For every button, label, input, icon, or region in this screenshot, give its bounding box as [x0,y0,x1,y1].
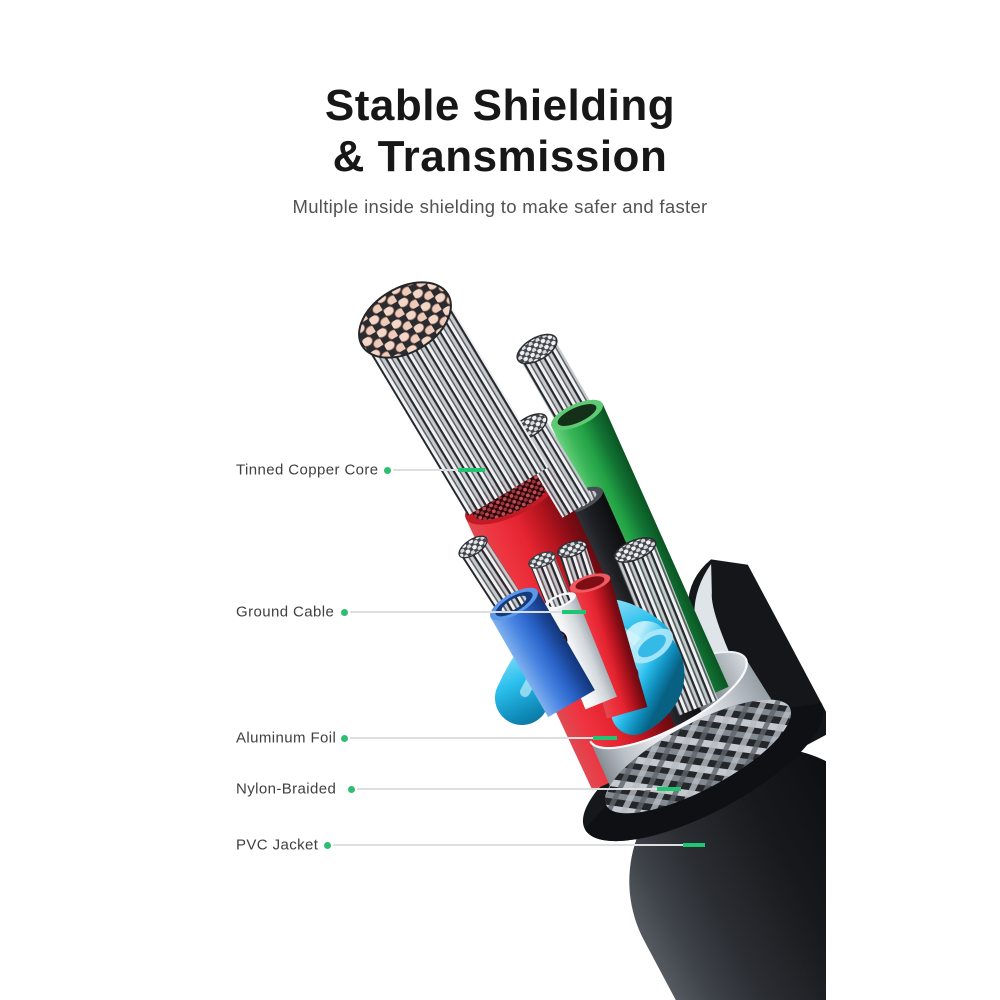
leader-tick [562,610,586,614]
leader-tick [593,736,617,740]
label-text: Aluminum Foil [236,729,337,747]
tinned-copper-bundle [346,267,551,517]
leader-dot [341,735,348,742]
leader-dot [341,609,348,616]
label-text: Nylon-Braided [236,780,337,798]
label-text: PVC Jacket [236,836,319,854]
leader-tick [683,843,705,847]
leader-dot [384,467,391,474]
leader-dot [348,786,355,793]
leader-tick [458,468,485,472]
leader-line [333,844,683,846]
label-text: Ground Cable [236,603,335,621]
leader-tick [657,787,681,791]
leader-line [350,611,562,613]
title-line-1: Stable Shielding [324,81,676,130]
title-line-2: & Transmission [332,132,668,181]
page-subtitle: Multiple inside shielding to make safer and faster [292,196,708,217]
label-text: Tinned Copper Core [236,461,379,479]
leader-line [350,737,593,739]
leader-dot [324,842,331,849]
leader-line [393,469,458,471]
leader-line [357,788,657,790]
